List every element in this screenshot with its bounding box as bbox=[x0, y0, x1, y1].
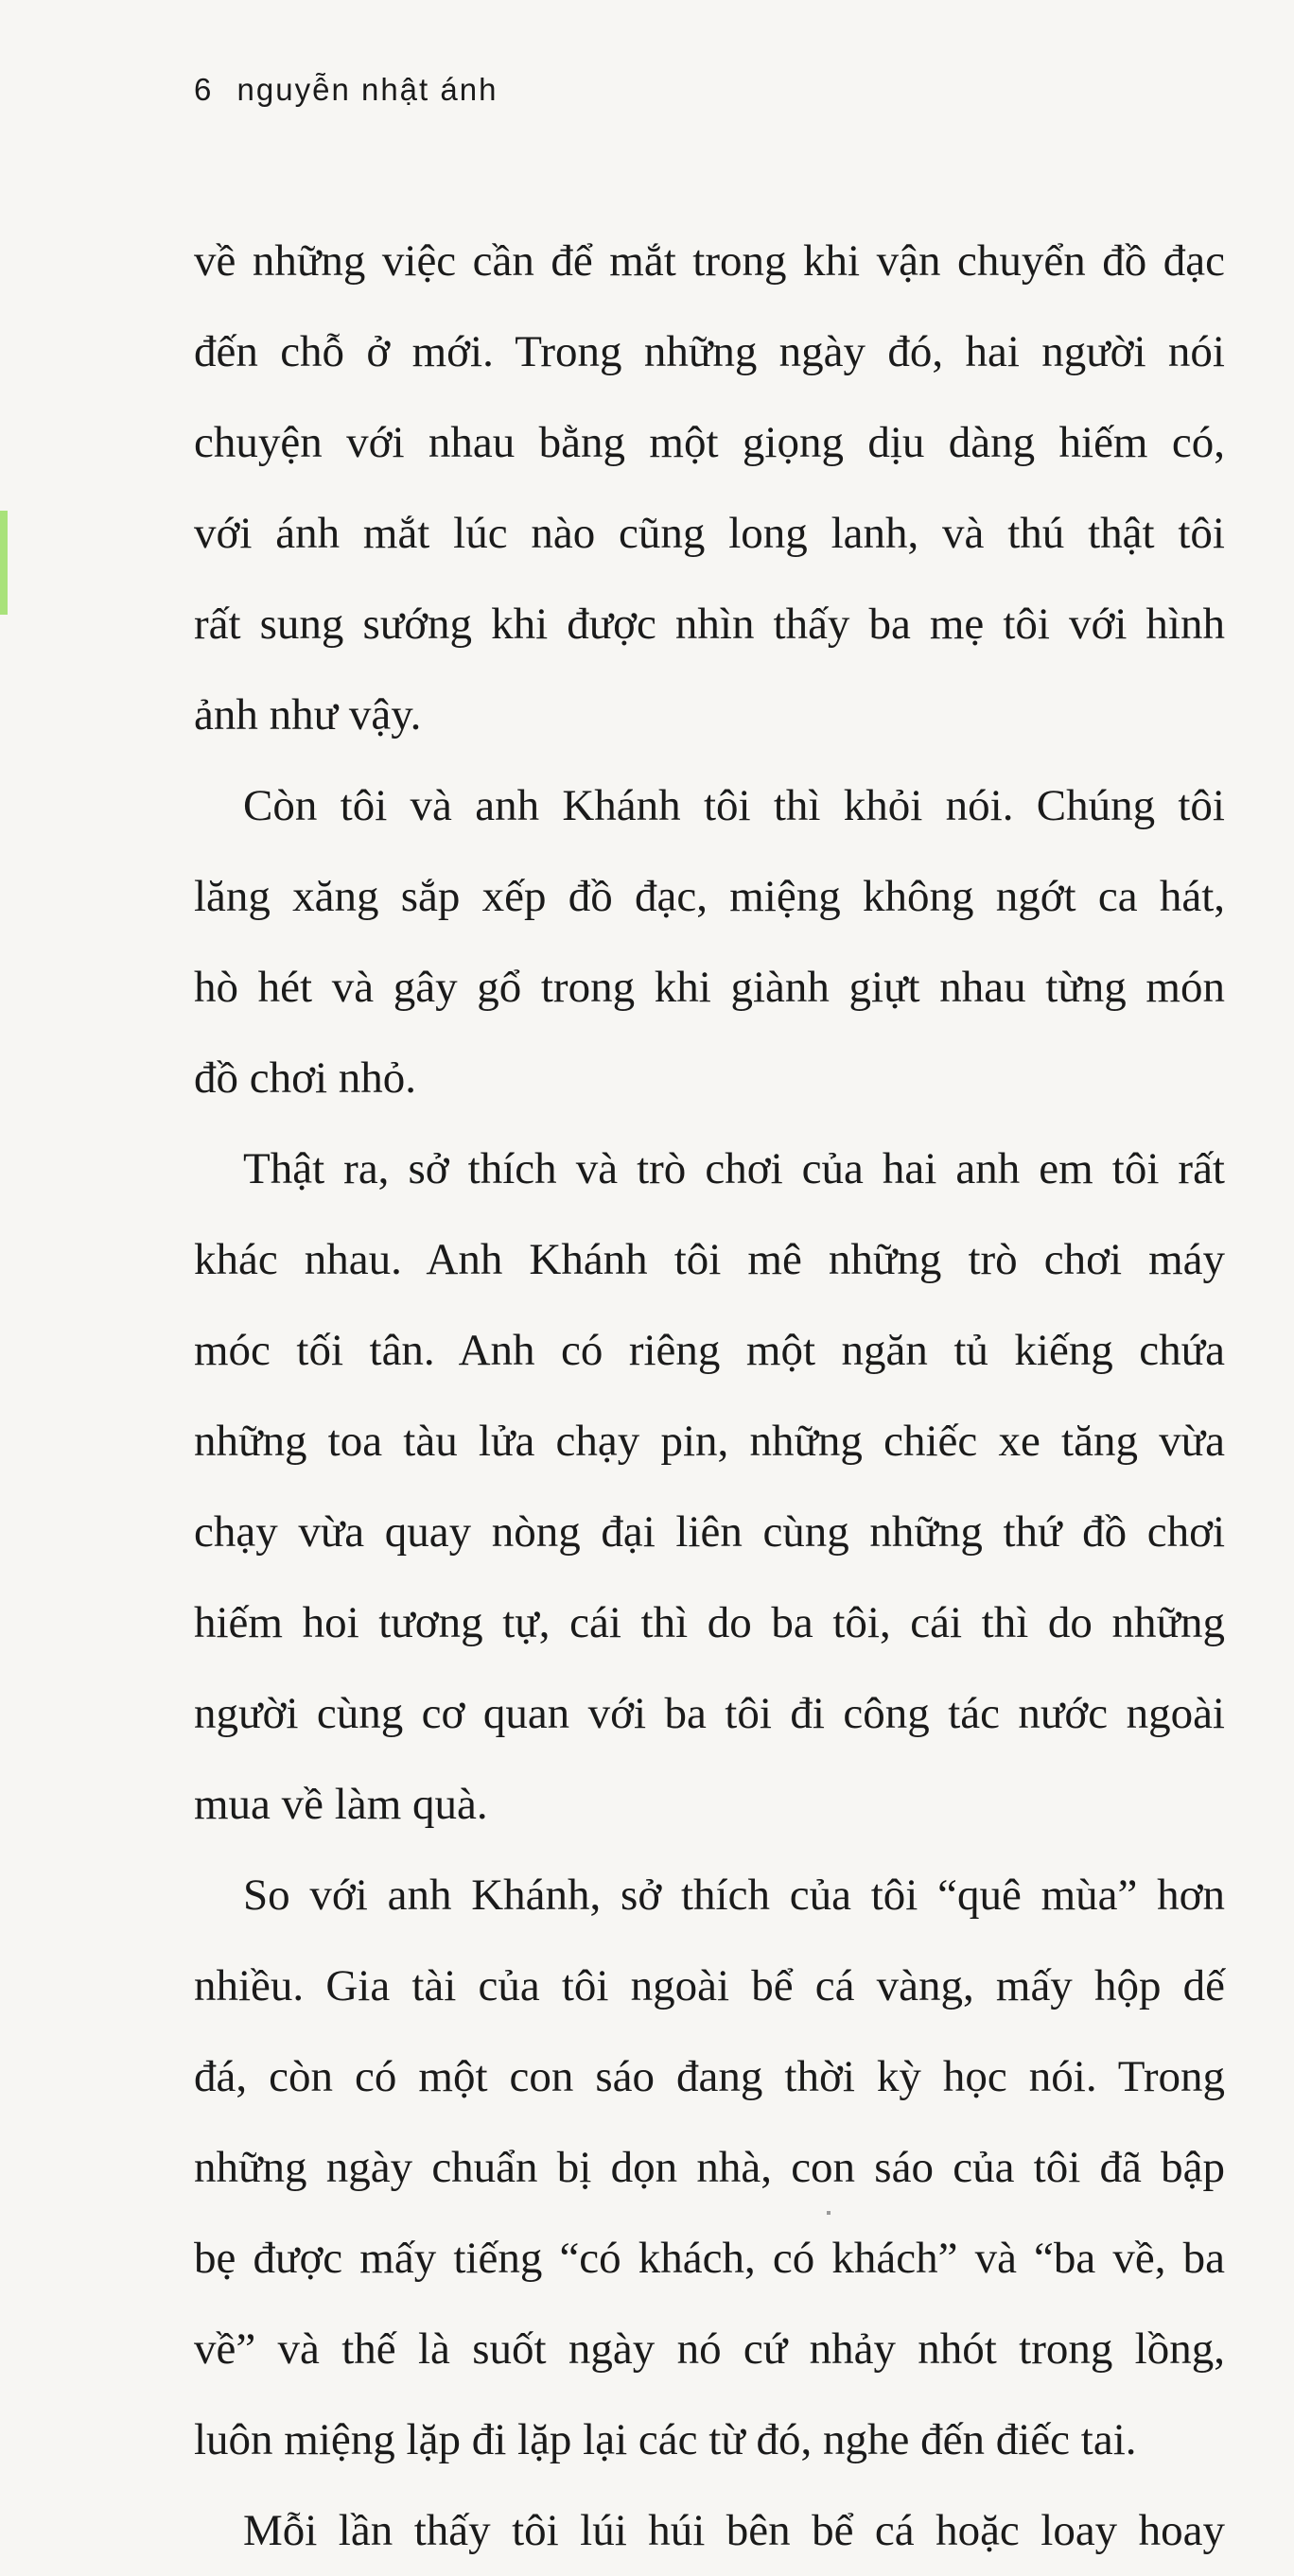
text-line: luôn miệng lặp đi lặp lại các từ đó, nghe đến điếc tai. bbox=[194, 2415, 1137, 2464]
text-line: chạy vừa quay nòng đại liên cùng những thứ đồ chơi bbox=[194, 1507, 1225, 1557]
text-line: đến chỗ ở mới. Trong những ngày đó, hai người nói bbox=[194, 327, 1225, 376]
text-line: Thật ra, sở thích và trò chơi của hai anh em tôi rất bbox=[243, 1144, 1225, 1193]
author-name: nguyễn nhật ánh bbox=[236, 72, 498, 107]
text-line: đồ chơi nhỏ. bbox=[194, 1053, 417, 1103]
text-line: về những việc cần để mắt trong khi vận chuyển đồ đạc bbox=[194, 236, 1225, 286]
page-edge-mark bbox=[0, 511, 8, 615]
scan-speck bbox=[827, 2211, 831, 2215]
text-line: về” và thế là suốt ngày nó cứ nhảy nhót trong lồng, bbox=[194, 2324, 1225, 2374]
text-line: những ngày chuẩn bị dọn nhà, con sáo của tôi đã bập bbox=[194, 2143, 1225, 2192]
text-line: hiếm hoi tương tự, cái thì do ba tôi, cái thì do những bbox=[194, 1598, 1225, 1647]
text-line: ảnh như vậy. bbox=[194, 690, 422, 740]
text-line: Còn tôi và anh Khánh tôi thì khỏi nói. Chúng tôi bbox=[243, 781, 1225, 830]
page-number: 6 bbox=[194, 72, 214, 107]
running-header bbox=[194, 72, 498, 108]
paragraph bbox=[194, 2485, 1225, 2576]
text-line: người cùng cơ quan với ba tôi đi công tác nước ngoài bbox=[194, 1689, 1225, 1738]
text-line: So với anh Khánh, sở thích của tôi “quê mùa” hơn bbox=[243, 1871, 1225, 1920]
text-line: chuyện với nhau bằng một giọng dịu dàng hiếm có, bbox=[194, 418, 1225, 467]
text-line: đá, còn có một con sáo đang thời kỳ học nói. Trong bbox=[194, 2052, 1225, 2101]
text-line: móc tối tân. Anh có riêng một ngăn tủ kiếng chứa bbox=[194, 1326, 1225, 1375]
paragraph bbox=[194, 216, 1225, 760]
paragraph bbox=[194, 1850, 1225, 2485]
text-line: lăng xăng sắp xếp đồ đạc, miệng không ngớt ca hát, bbox=[194, 872, 1225, 921]
text-line: Mỗi lần thấy tôi lúi húi bên bể cá hoặc loay hoay bbox=[243, 2506, 1225, 2555]
text-line: nhiều. Gia tài của tôi ngoài bể cá vàng, mấy hộp dế bbox=[194, 1961, 1225, 2010]
paragraph bbox=[194, 1123, 1225, 1850]
text-line: rất sung sướng khi được nhìn thấy ba mẹ tôi với hình bbox=[194, 600, 1225, 649]
text-line: bẹ được mấy tiếng “có khách, có khách” và “ba về, ba bbox=[194, 2234, 1225, 2283]
text-line: khác nhau. Anh Khánh tôi mê những trò chơi máy bbox=[194, 1235, 1225, 1284]
text-line: hò hét và gây gổ trong khi giành giựt nhau từng món bbox=[194, 963, 1225, 1012]
text-line: với ánh mắt lúc nào cũng long lanh, và thú thật tôi bbox=[194, 509, 1225, 558]
text-line: mua về làm quà. bbox=[194, 1780, 488, 1829]
text-line: những toa tàu lửa chạy pin, những chiếc xe tăng vừa bbox=[194, 1417, 1225, 1466]
paragraph bbox=[194, 760, 1225, 1123]
body-text bbox=[194, 216, 1225, 2576]
